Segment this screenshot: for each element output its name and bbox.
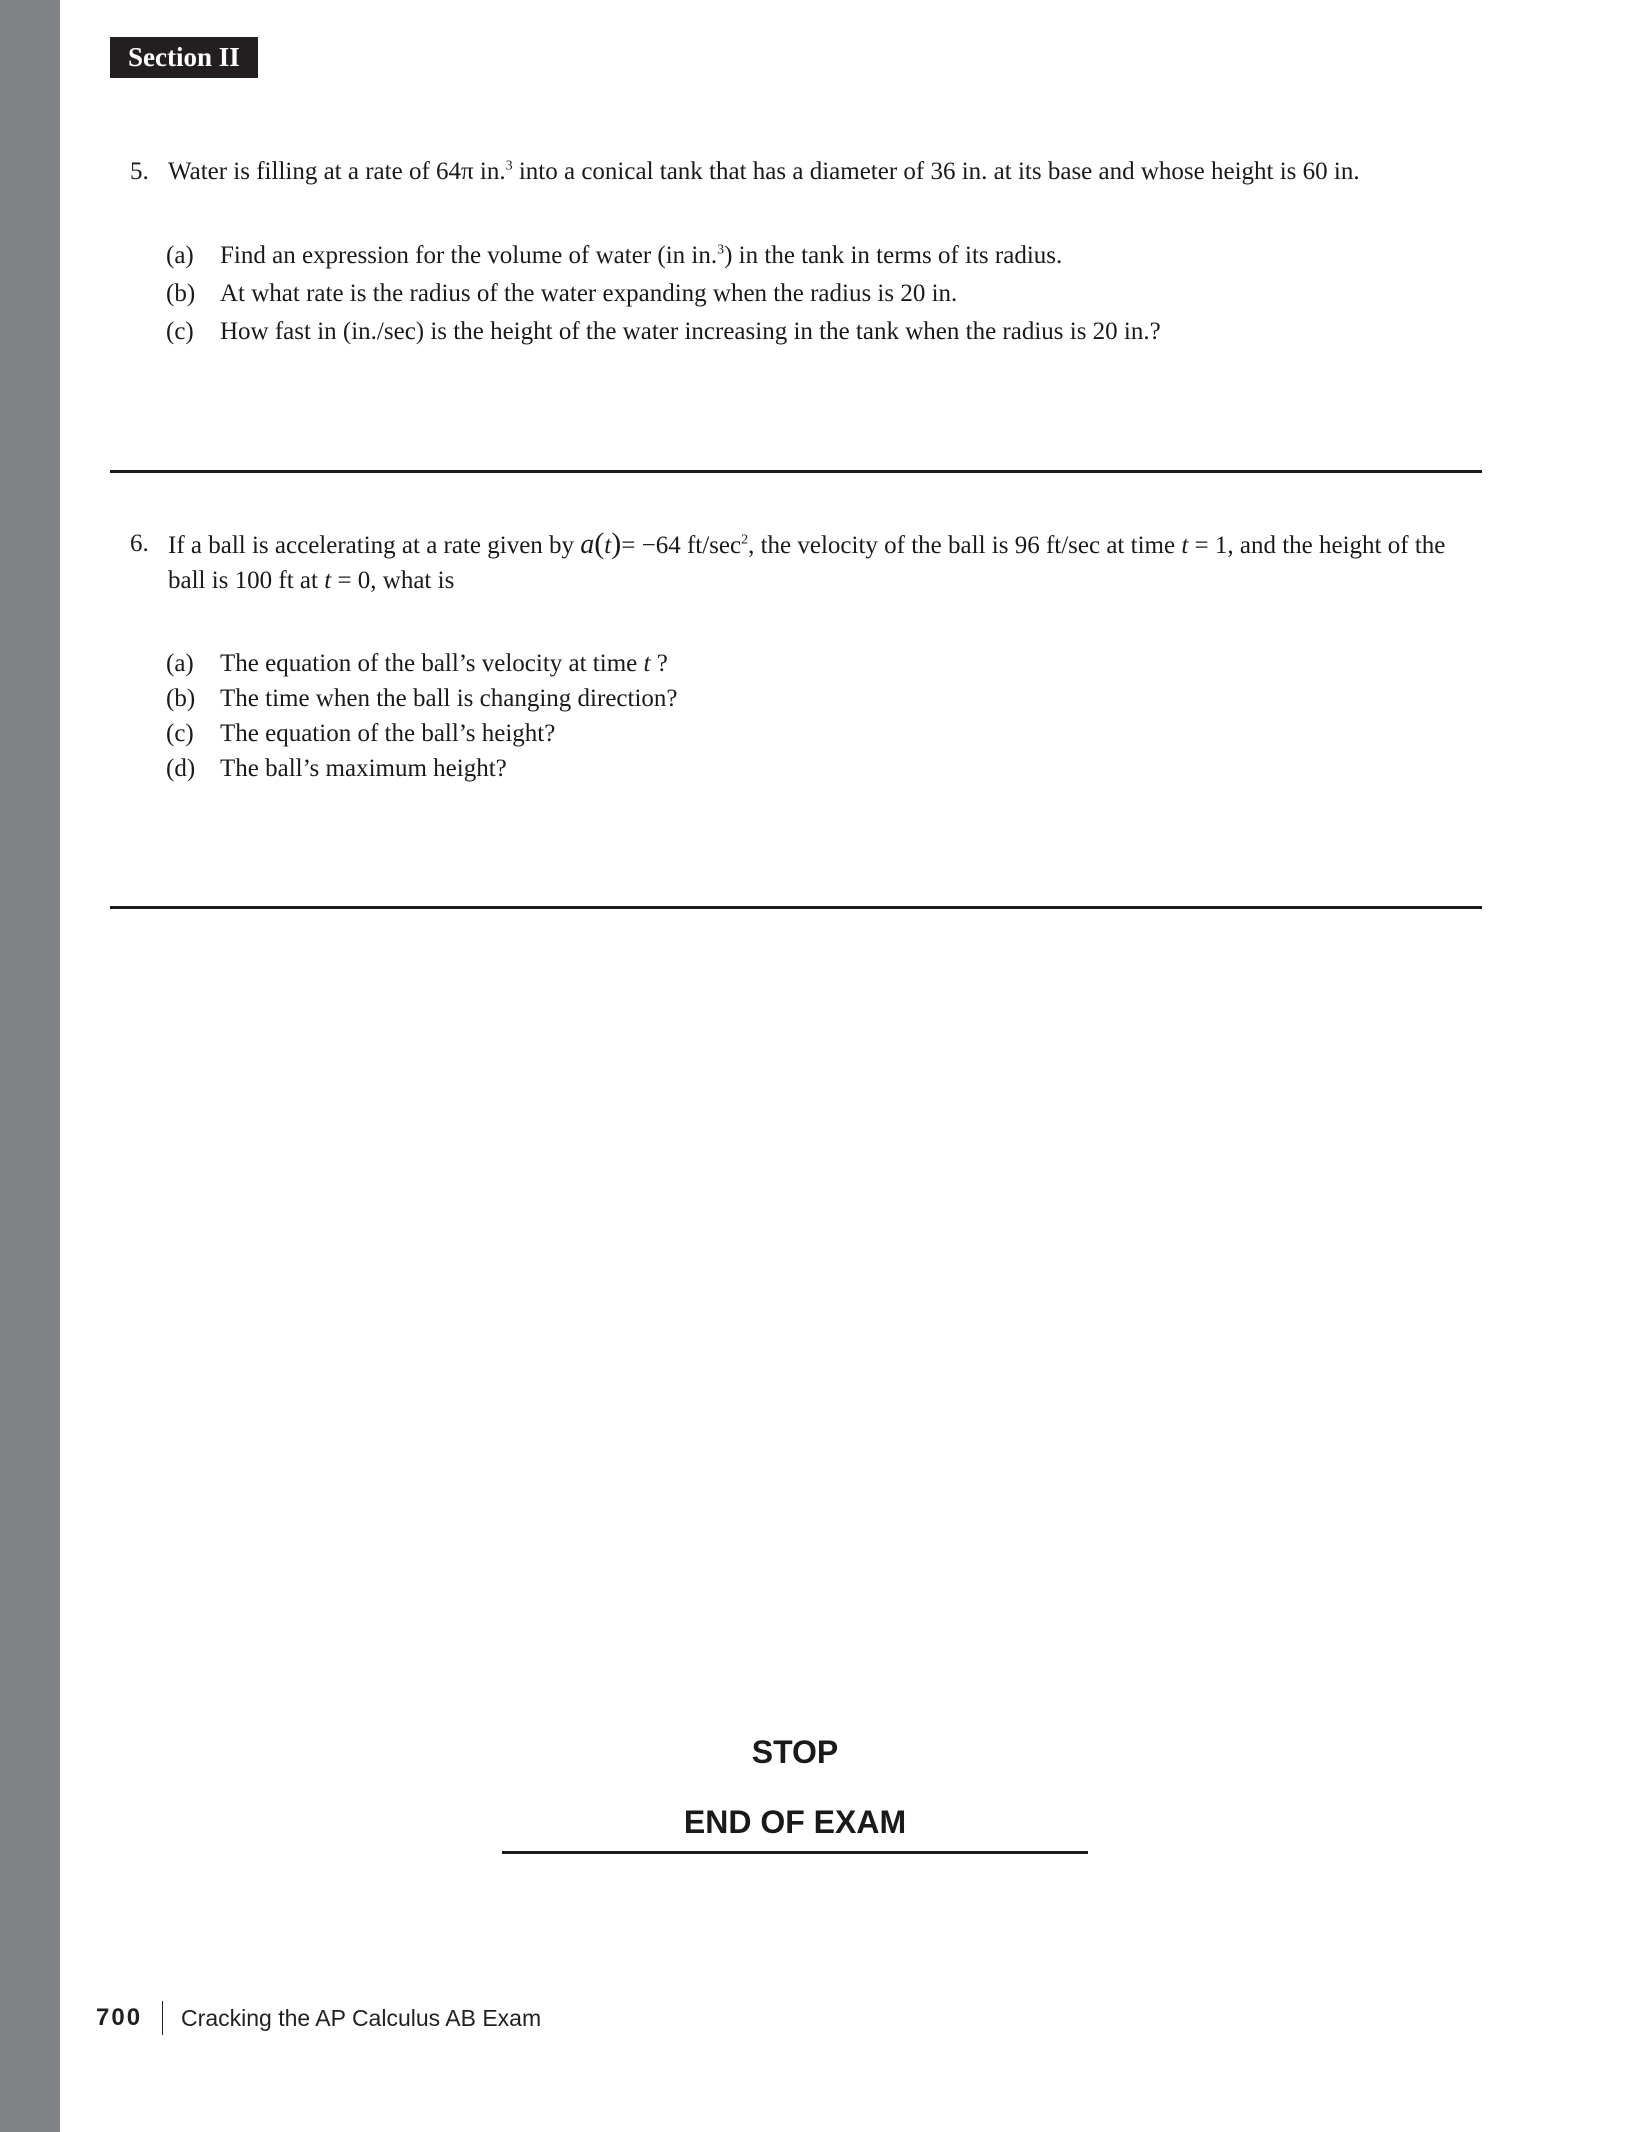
subpart-b: (b) The time when the ball is changing direction?: [166, 681, 1470, 716]
page-footer: [96, 2001, 541, 2035]
subpart-text: Find an expression for the volume of water (in in.$^3$) in the tank in terms of its radius.: [220, 242, 1063, 269]
divider-rule: [110, 470, 1482, 473]
subpart-list: [130, 646, 1470, 786]
end-rule: [502, 1851, 1088, 1854]
question-stem: [130, 526, 1470, 598]
stop-label: STOP: [751, 1734, 839, 1770]
question-5: [130, 154, 1470, 351]
subpart-text: The equation of the ball’s height?: [220, 720, 556, 747]
question-number: 6.: [130, 530, 149, 557]
question-text: Water is filling at a rate of 64π in.$^3$ into a conical tank that has a diameter of 36 in. at its base and whose height is 60 in.: [168, 158, 1360, 185]
subpart-text: The ball’s maximum height?: [220, 755, 507, 782]
question-text: If a ball is accelerating at a rate given by a(t)= −64 $ft/\sec^2$, the velocity of the ball is 96 ft/sec at time t = 1, and the height of the ball is 100 ft at t = 0, what is: [168, 527, 1446, 594]
subpart-a: (a) Find an expression for the volume of water (in in.$^3$) in the tank in terms of its radius.: [166, 237, 1470, 275]
subpart-a: (a) The equation of the ball’s velocity at time t ?: [166, 646, 1470, 681]
question-stem: [130, 154, 1470, 189]
subpart-text: At what rate is the radius of the water expanding when the radius is 20 in.: [220, 280, 958, 307]
page-side-bar: [0, 0, 60, 2132]
divider-rule: [110, 906, 1482, 909]
section-label: Section II: [110, 37, 258, 78]
subpart-c: (c) The equation of the ball’s height?: [166, 716, 1470, 751]
question-6: [130, 526, 1470, 786]
book-title: Cracking the AP Calculus AB Exam: [181, 2004, 542, 2031]
subpart-b: (b) At what rate is the radius of the water expanding when the radius is 20 in.: [166, 275, 1470, 313]
subpart-d: (d) The ball’s maximum height?: [166, 751, 1470, 786]
end-of-exam-label: END OF EXAM: [683, 1804, 907, 1840]
subpart-list: [130, 237, 1470, 351]
subpart-text: The equation of the ball’s velocity at time t ?: [220, 650, 668, 677]
question-number: 5.: [130, 158, 149, 185]
subpart-text: How fast in (in./sec) is the height of the water increasing in the tank when the radius is 20 in.?: [220, 318, 1161, 345]
subpart-text: The time when the ball is changing direction?: [220, 685, 678, 712]
page-number: 700: [96, 2004, 143, 2031]
footer-divider: [162, 2001, 163, 2035]
subpart-c: (c) How fast in (in./sec) is the height of the water increasing in the tank when the radius is 20 in.?: [166, 313, 1470, 351]
